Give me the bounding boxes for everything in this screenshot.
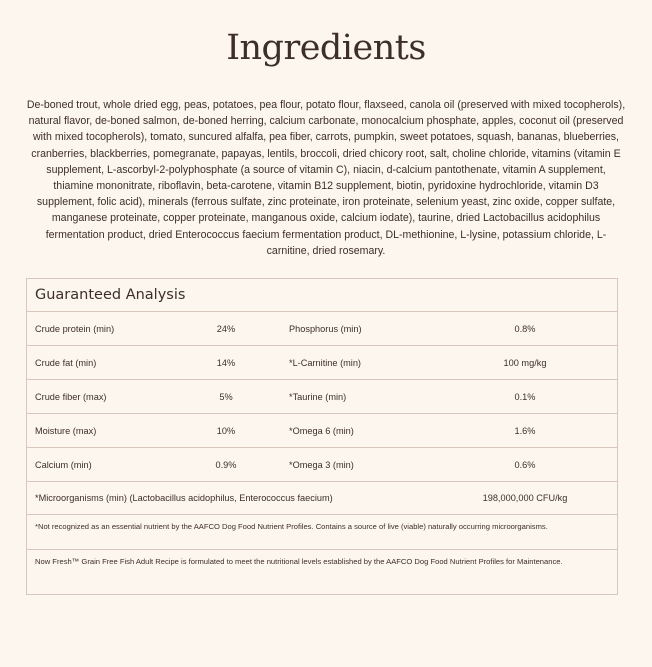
nutrient-label: Crude protein (min) xyxy=(35,323,115,334)
footnote-essential-nutrient: *Not recognized as an essential nutrient by the AAFCO Dog Food Nutrient Profiles. Contains a source of live (viable) naturally occurring microorganisms. xyxy=(27,515,617,550)
page-title: Ingredients xyxy=(226,28,426,68)
nutrient-label: Calcium (min) xyxy=(35,459,92,470)
nutrient-value: 5% xyxy=(219,391,233,402)
nutrient-value: 1.6% xyxy=(514,425,536,436)
nutrient-value: 0.6% xyxy=(514,459,536,470)
nutrient-label: Moisture (max) xyxy=(35,425,97,436)
analysis-heading: Guaranteed Analysis xyxy=(27,279,617,312)
nutrient-value: 0.9% xyxy=(215,459,237,470)
nutrient-value: 14% xyxy=(216,357,236,368)
microorganisms-label: *Microorganisms (min) (Lactobacillus acidophilus, Enterococcus faecium) xyxy=(35,493,333,503)
nutrient-label: *Omega 6 (min) xyxy=(289,425,354,436)
nutrient-value: 0.8% xyxy=(514,323,536,334)
nutrient-value: 0.1% xyxy=(514,391,536,402)
guaranteed-analysis-table xyxy=(26,278,618,595)
ingredients-list: De-boned trout, whole dried egg, peas, potatoes, pea flour, potato flour, flaxseed, canola oil (preserved with mixed tocopherols), natural flavor, de-boned salmon, de-boned herring, calcium carbonate, monocalcium phosphate, apples, coconut oil (preserved with mixed tocopherols), tomato, suncured alfalfa, pea fiber, carrots, pumpkin, sweet potatoes, squash, bananas, blueberries, cranberries, blackberries, pomegranate, papayas, lentils, broccoli, dried chicory root, salt, choline chloride, vitamins (vitamin E supplement, L-ascorbyl-2-polyphosphate (a source of vitamin C), niacin, d-calcium pantothenate, vitamin A supplement, thiamine mononitrate, riboflavin, beta-carotene, vitamin B12 supplement, biotin, pyridoxine hydrochloride, vitamin D3 supplement, folic acid), minerals (ferrous sulfate, zinc proteinate, iron proteinate, selenium yeast, zinc oxide, copper sulfate, manganese proteinate, copper proteinate, manganous oxide, calcium iodate), taurine, dried Lactobacillus acidophilus fermentation product, dried Enterococcus faecium fermentation product, DL-methionine, L-lysine, potassium chloride, L-carnitine, dried rosemary. xyxy=(26,99,626,257)
table-row xyxy=(27,346,617,380)
nutrient-value: 10% xyxy=(216,425,236,436)
nutrient-label: Crude fiber (max) xyxy=(35,391,107,402)
nutrient-value: 100 mg/kg xyxy=(503,357,547,368)
table-row xyxy=(27,414,617,448)
table-row xyxy=(27,312,617,346)
footnote-aafco-statement: Now Fresh™ Grain Free Fish Adult Recipe is formulated to meet the nutritional levels established by the AAFCO Dog Food Nutrient Profiles for Maintenance. xyxy=(35,557,563,566)
table-row xyxy=(27,380,617,414)
nutrient-label: Crude fat (min) xyxy=(35,357,97,368)
microorganisms-row xyxy=(27,482,617,515)
nutrient-value: 24% xyxy=(216,323,236,334)
table-row xyxy=(27,448,617,482)
microorganisms-value: 198,000,000 CFU/kg xyxy=(482,493,568,503)
nutrient-label: Phosphorus (min) xyxy=(289,323,362,334)
nutrient-label: *L-Carnitine (min) xyxy=(289,357,361,368)
nutrient-label: *Omega 3 (min) xyxy=(289,459,354,470)
nutrient-label: *Taurine (min) xyxy=(289,391,347,402)
